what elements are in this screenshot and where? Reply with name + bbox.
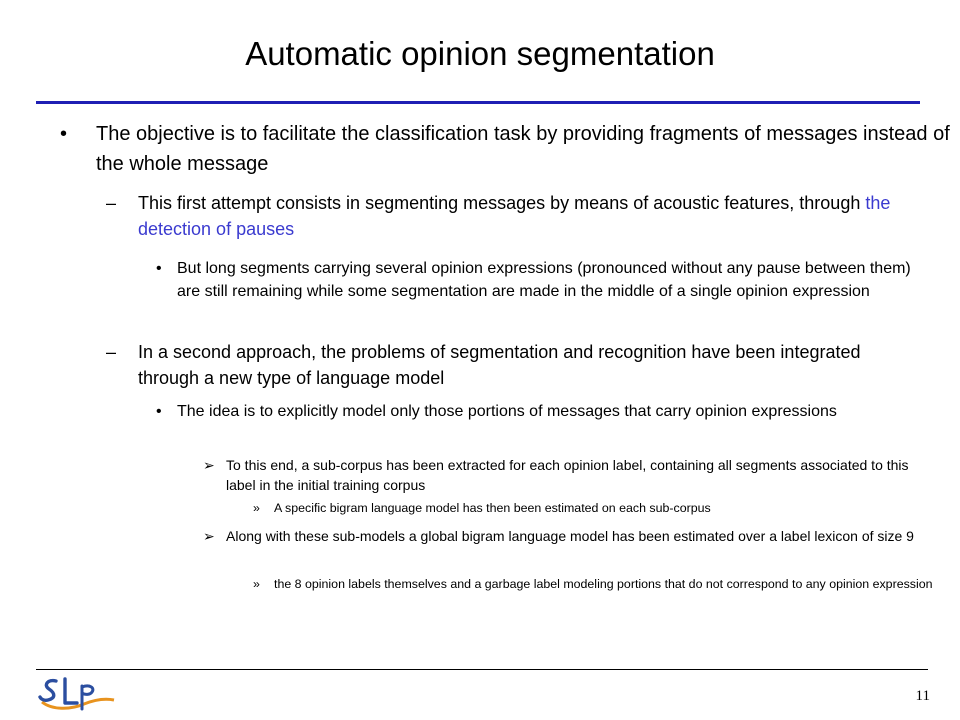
title-underline xyxy=(36,101,920,104)
dash-marker: – xyxy=(106,342,117,362)
page-number: 11 xyxy=(915,688,930,704)
bullet-marker: • xyxy=(60,123,68,145)
arrow-marker: ➢ xyxy=(203,457,215,473)
bullet-marker: • xyxy=(156,260,162,277)
arrow-item-global-model: Along with these sub-models a global bigram language model has been estimated over a label lexicon of size 9 xyxy=(226,528,914,544)
sub-sub-bullet-long-segments: But long segments carrying several opinion expressions (pronounced without any pause between them) are still remaining while some segmentation are made in the middle of a single opinion expression xyxy=(177,260,911,300)
pause-detection-highlight: the detection of pauses xyxy=(138,193,891,239)
arrow-marker: ➢ xyxy=(203,528,215,544)
raquo-marker: » xyxy=(253,501,260,515)
bullet-marker: • xyxy=(156,403,162,420)
slp-logo xyxy=(38,676,118,714)
detail-item-bigram: A specific bigram language model has then been estimated on each sub-corpus xyxy=(274,501,711,515)
arrow-item-sub-corpus: To this end, a sub-corpus has been extracted for each opinion label, containing all segments associated to this label in the initial training corpus xyxy=(226,457,909,493)
raquo-marker: » xyxy=(253,577,260,591)
sub-bullet-first-attempt xyxy=(138,190,923,242)
detail-item-opinion-labels: the 8 opinion labels themselves and a garbage label modeling portions that do not correspond to any opinion expression xyxy=(274,577,933,591)
sub-sub-bullet-idea: The idea is to explicitly model only those portions of messages that carry opinion expressions xyxy=(177,403,837,420)
sub-bullet-second-approach: In a second approach, the problems of segmentation and recognition have been integrated through a new type of language model xyxy=(138,342,861,388)
footer-rule xyxy=(36,669,928,670)
first-attempt-text: This first attempt consists in segmenting messages by means of acoustic features, through xyxy=(138,193,866,213)
dash-marker: – xyxy=(106,193,117,213)
slide-title: Automatic opinion segmentation xyxy=(245,35,715,72)
main-bullet-objective: The objective is to facilitate the classification task by providing fragments of messages instead of the whole message xyxy=(96,123,950,175)
